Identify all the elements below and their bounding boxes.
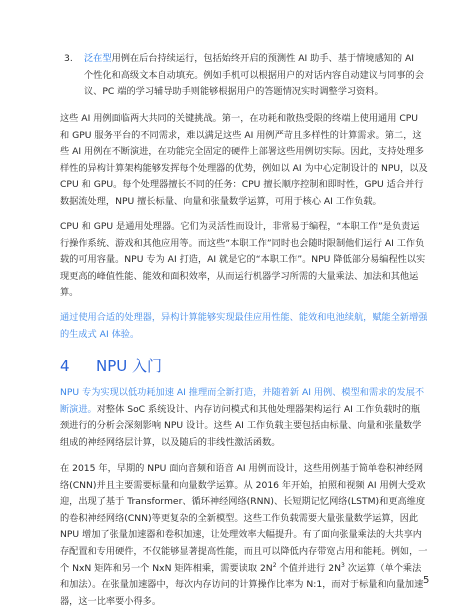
list-item-body: [84, 51, 426, 101]
history-text-1: 在 2015 年，早期的 NPU 面向音频和语音 AI 用例而设计，这些用例基于简单卷积神经网络(CNN)并且主要需要标量和向量数学运算。从 2016 年开始，拍照和视频 AI 用例大受欢迎，出现了基于 Transformer、循环神经网络(RNN)、长短期记忆网络(LSTM)和更高维度的卷积神经网络(CNN)等更复杂的全新模型。这些工作负载需要大量张量数学运算，因此 NPU 增加了张量加速器和卷积加速，让处理效率大幅提升。有了面向张量乘法的大共享内存配置和专用硬件，不仅能够显著提高性能，而且可以降低内存带宽占用和能耗。例如，一个 NxN 矩阵和另一个 NxN 矩阵相乘，需要读取 2N: [60, 463, 428, 574]
paragraph-cpu-gpu: CPU 和 GPU 是通用处理器。它们为灵活性而设计，非常易于编程，“本职工作”是负责运行操作系统、游戏和其他应用等。而这些“本职工作”同时也会随时限制他们运行 AI 工作负载的可用容量。NPU 专为 AI 打造，AI 就是它的“本职工作”。NPU 降低部分易编程性以实现更高的峰值性能、能效和面积效率，从而运行机器学习所需的大量乘法、加法和其他运算。: [60, 221, 426, 299]
page-number: 5: [423, 575, 430, 586]
paragraph-challenges: 这些 AI 用例面临两大共同的关键挑战。第一，在功耗和散热受限的终端上使用通用 CPU 和 GPU 服务平台的不同需求，难以满足这些 AI 用例严苛且多样性的计算需求。第二，这些 AI 用例在不断演进，在功能完全固定的硬件上部署这些用例切实际。因此，支持处理多样性的异构计算架构能够发挥每个处理器的优势，例如以 AI 为中心定制设计的 NPU，以及 CPU 和 GPU。每个处理器擅长不同的任务：CPU 擅长顺序控制和即时性，GPU 适合并行数据流处理，NPU 擅长标量、向量和张量数学运算，可用于核心 AI 工作负载。: [60, 113, 428, 207]
section-title: NPU 入门: [96, 357, 163, 375]
npu-intro-highlight: NPU 专为实现以低功耗加速 AI 推理而全新打造，并随着新 AI 用例、模型和需求的发展不断演进。: [60, 387, 425, 415]
npu-intro-text: 对整体 SoC 系统设计、内存访问模式和其他处理器架构运行 AI 工作负载时的瓶颈进行的分析会深刻影响 NPU 设计。这些 AI 工作负载主要包括由标量、向量和张量数学组成的神经网络层计算，以及随后的非线性激活函数。: [60, 403, 422, 448]
list-item-3: [64, 51, 426, 101]
paragraph-npu-history: [60, 461, 428, 610]
list-item-text: 用例在后台持续运行，包括始终开启的预测性 AI 助手、基于情境感知的 AI 个性化和高级文本自动填充。例如手机可以根据用户的对话内容自动建议与同事的会议、PC 端的学习辅导助手则能够根据用户的答题情况实时调整学习资料。: [84, 53, 424, 98]
section-number: 4: [60, 357, 70, 375]
paragraph-npu-intro: [60, 385, 428, 451]
link-ubiquitous[interactable]: 泛在型: [84, 53, 112, 64]
history-text-3: 次运算（单个乘法和加法）。在张量加速器中，每次内存访问的计算操作比率为 N:1，而对于标量和向量加速器，这一比率要小得多。: [60, 562, 424, 607]
history-text-2: 个值并进行 2N: [276, 562, 342, 574]
superscript-3: 3: [341, 561, 345, 569]
list-number: 3.: [64, 53, 73, 64]
highlight-statement: 通过使用合适的处理器，异构计算能够实现最佳应用性能、能效和电池续航，赋能全新增强的生成式 AI 体验。: [60, 312, 428, 340]
section-heading: [60, 355, 428, 377]
superscript-2: 2: [272, 561, 277, 569]
